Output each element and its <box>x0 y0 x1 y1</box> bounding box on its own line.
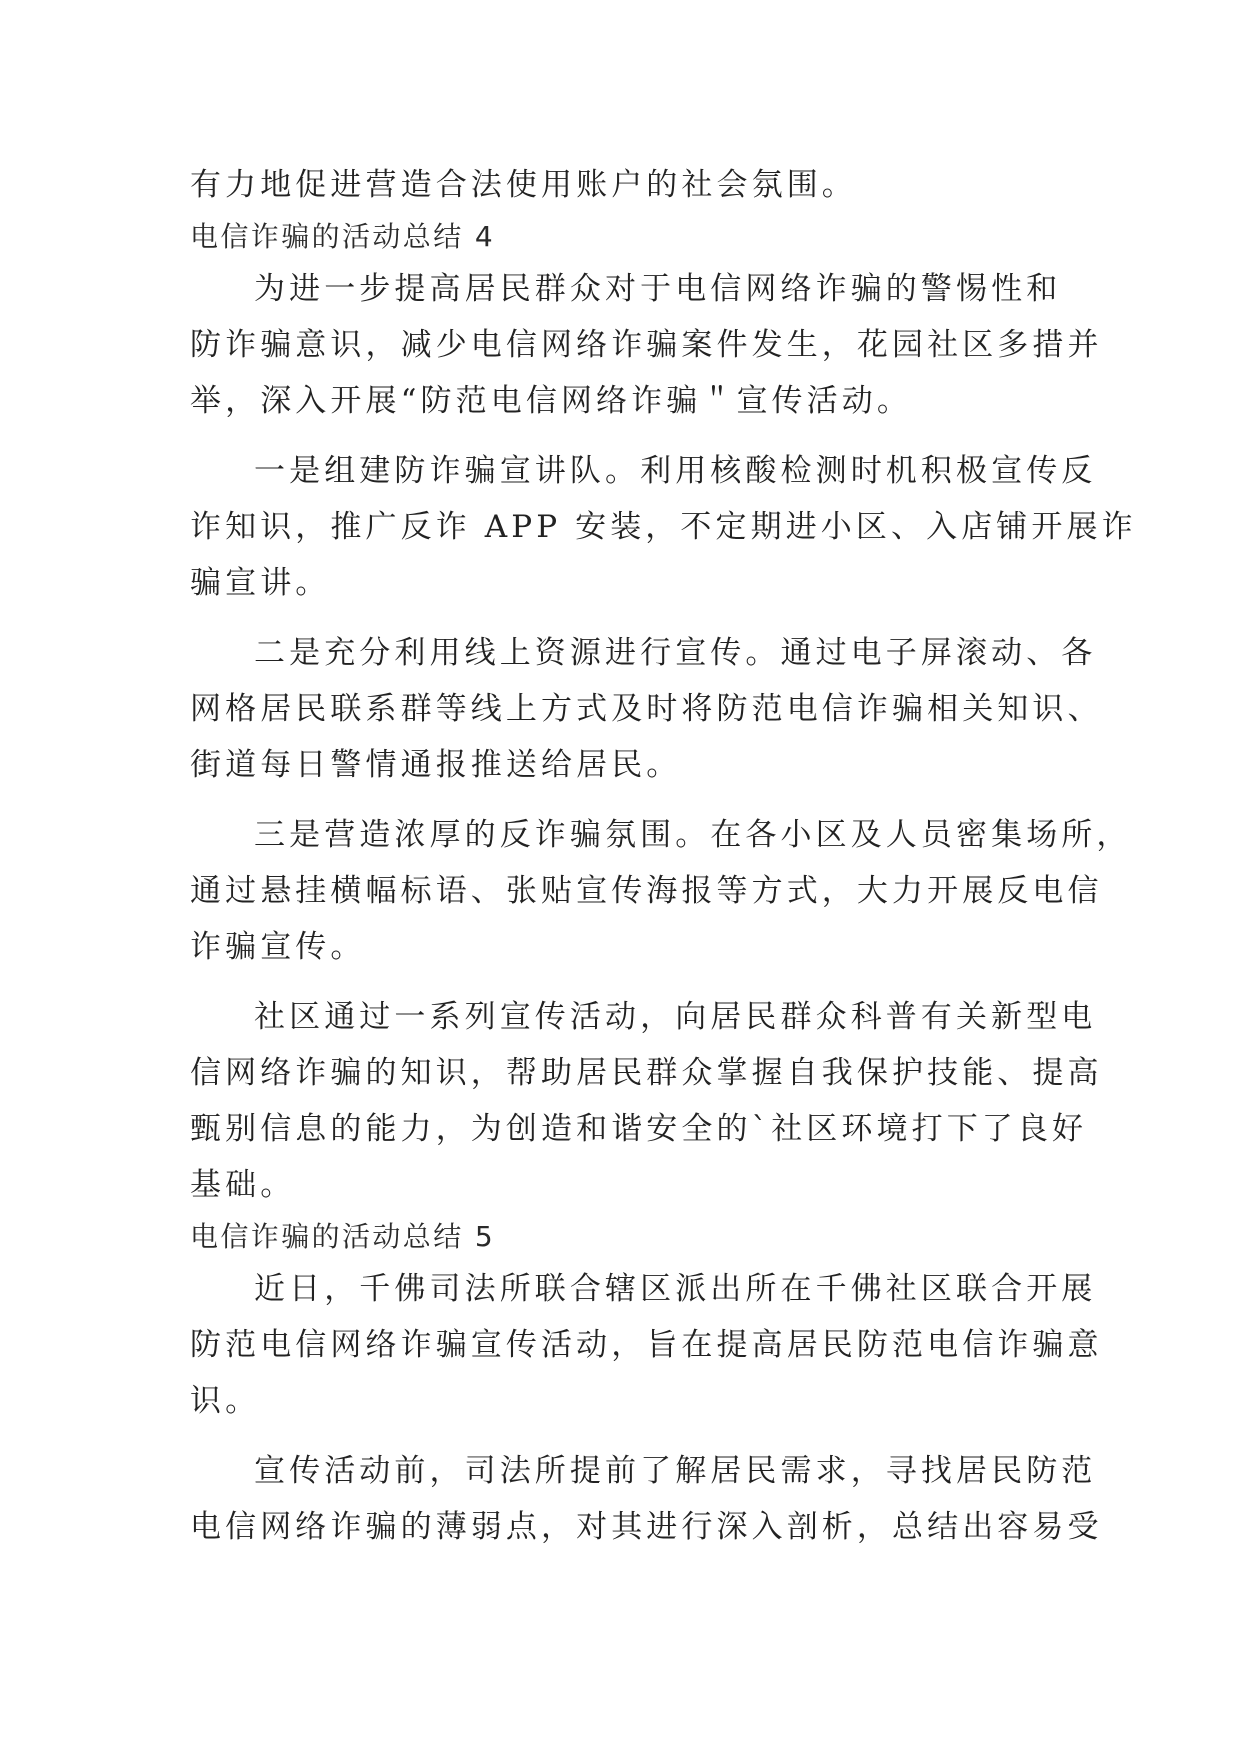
text-line: 骗宣讲。 <box>190 565 331 601</box>
text-line: 防诈骗意识，减少电信网络诈骗案件发生，花园社区多措并 <box>190 327 1103 363</box>
paragraph-4 <box>190 807 1132 975</box>
text-line: 一是组建防诈骗宣讲队。利用核酸检测时机积极宣传反 <box>254 453 1097 489</box>
text-line: 基础。 <box>190 1167 296 1203</box>
text-line: 近日，千佛司法所联合辖区派出所在千佛社区联合开展 <box>254 1271 1097 1307</box>
text-line: 为进一步提高居民群众对于电信网络诈骗的警惕性和 <box>254 271 1062 307</box>
document-body <box>190 157 1137 1555</box>
text-line: 网格居民联系群等线上方式及时将防范电信诈骗相关知识、 <box>190 691 1103 727</box>
text-line: 二是充分利用线上资源进行宣传。通过电子屏滚动、各 <box>254 635 1097 671</box>
text-line: 识。 <box>190 1383 261 1419</box>
section-heading-4: 电信诈骗的活动总结 4 <box>190 220 496 253</box>
text-line: 防范电信网络诈骗宣传活动，旨在提高居民防范电信诈骗意 <box>190 1327 1103 1363</box>
text-line: 信网络诈骗的知识，帮助居民群众掌握自我保护技能、提高 <box>190 1055 1103 1091</box>
paragraph-3 <box>190 625 1103 793</box>
text-line: 电信网络诈骗的薄弱点，对其进行深入剖析，总结出容易受 <box>190 1509 1103 1545</box>
paragraph-7 <box>190 1443 1103 1555</box>
section-heading-5: 电信诈骗的活动总结 5 <box>190 1220 496 1253</box>
paragraph-2 <box>190 443 1137 611</box>
text-line: 有力地促进营造合法使用账户的社会氛围。 <box>190 167 857 203</box>
text-line: 宣传活动前，司法所提前了解居民需求，寻找居民防范 <box>254 1453 1097 1489</box>
paragraph-5 <box>190 989 1103 1213</box>
text-line: 街道每日警情通报推送给居民。 <box>190 747 682 783</box>
text-line: 通过悬挂横幅标语、张贴宣传海报等方式，大力开展反电信 <box>190 873 1103 909</box>
text-line: 诈骗宣传。 <box>190 929 366 965</box>
text-line: 诈知识，推广反诈 APP 安装，不定期进小区、入店铺开展诈 <box>190 509 1137 545</box>
paragraph-1 <box>190 261 1103 429</box>
text-line: 社区通过一系列宣传活动，向居民群众科普有关新型电 <box>254 999 1097 1035</box>
text-line: 举，深入开展“防范电信网络诈骗＂宣传活动。 <box>190 383 912 419</box>
paragraph-0 <box>190 157 1050 213</box>
text-line: 三是营造浓厚的反诈骗氛围。在各小区及人员密集场所， <box>254 817 1132 853</box>
text-line: 甄别信息的能力，为创造和谐安全的`社区环境打下了良好 <box>190 1111 1088 1147</box>
paragraph-6 <box>190 1261 1103 1429</box>
